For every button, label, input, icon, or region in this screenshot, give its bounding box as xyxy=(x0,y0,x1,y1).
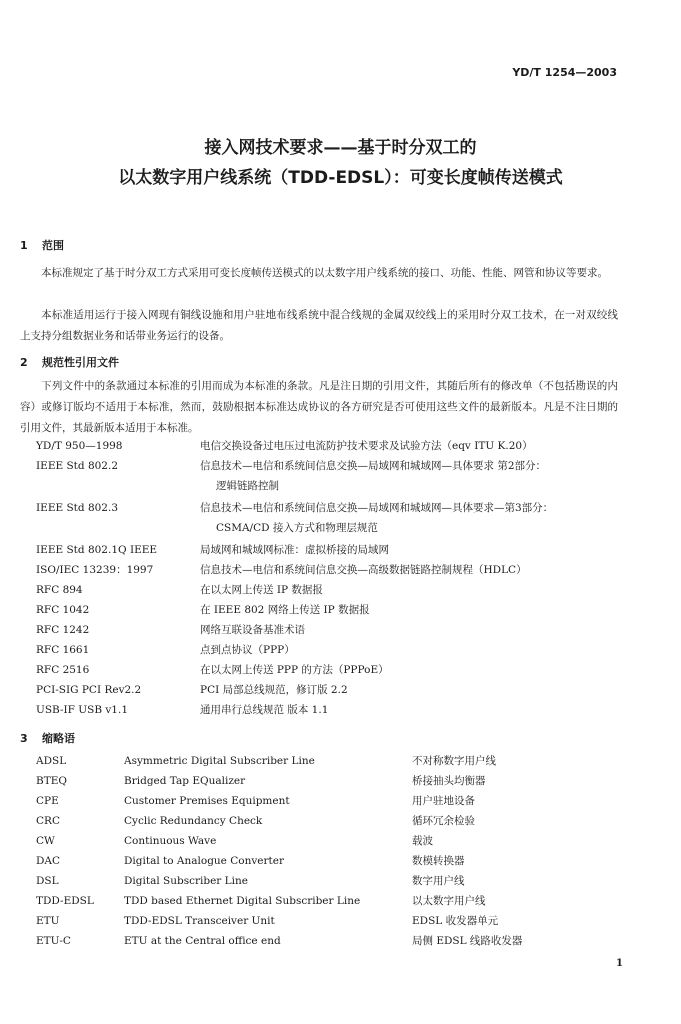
reference-code: PCI-SIG PCI Rev2.2 xyxy=(36,684,142,696)
abbreviation-chinese: 循环冗余检验 xyxy=(412,815,475,827)
reference-title: 在以太网上传送 IP 数据报 xyxy=(200,584,323,596)
abbreviation: CPE xyxy=(36,795,59,807)
reference-code: IEEE Std 802.2 xyxy=(36,460,119,472)
abbreviation-english: Cyclic Redundancy Check xyxy=(124,815,263,827)
reference-code: RFC 1042 xyxy=(36,604,90,616)
reference-title-continued: 逻辑链路控制 xyxy=(216,480,279,492)
reference-title: 网络互联设备基准术语 xyxy=(200,624,305,636)
reference-code: YD/T 950—1998 xyxy=(36,440,123,452)
abbreviation: ETU-C xyxy=(36,935,71,947)
reference-code: RFC 1242 xyxy=(36,624,90,636)
reference-title: 通用串行总线规范 版本 1.1 xyxy=(200,704,329,716)
section-title: 缩略语 xyxy=(42,732,75,745)
reference-title: 点到点协议（PPP） xyxy=(200,644,295,656)
reference-code: ISO/IEC 13239：1997 xyxy=(36,564,154,576)
reference-code: RFC 1661 xyxy=(36,644,90,656)
abbreviation-english: Asymmetric Digital Subscriber Line xyxy=(124,755,315,767)
abbreviation-english: TDD based Ethernet Digital Subscriber Line xyxy=(124,895,361,907)
paragraph-text: 本标准规定了基于时分双工方式采用可变长度帧传送模式的以太数字用户线系统的接口、功能、性能、网管和协议等要求。 xyxy=(41,267,608,279)
abbreviation: CW xyxy=(36,835,55,847)
abbreviation-chinese: 数模转换器 xyxy=(412,855,465,867)
reference-title: 信息技术—电信和系统间信息交换—局域网和城域网—具体要求—第3部分： xyxy=(200,502,554,514)
reference-code: RFC 2516 xyxy=(36,664,90,676)
abbreviation: DAC xyxy=(36,855,61,867)
abbreviation-chinese: 载波 xyxy=(412,835,433,847)
abbreviation-english: Digital to Analogue Converter xyxy=(124,855,284,867)
reference-title: 电信交换设备过电压过电流防护技术要求及试验方法（eqv ITU K.20） xyxy=(200,440,533,452)
abbreviation-english: ETU at the Central office end xyxy=(124,935,281,947)
document-title-line-2: 以太数字用户线系统（TDD-EDSL）：可变长度帧传送模式 xyxy=(118,168,563,188)
reference-title: 在 IEEE 802 网络上传送 IP 数据报 xyxy=(200,604,370,616)
section-3-heading xyxy=(20,730,75,746)
section-2-heading xyxy=(20,354,119,370)
page-number: 1 xyxy=(616,958,623,969)
reference-title: 信息技术—电信和系统间信息交换—高级数据链路控制规程（HDLC） xyxy=(200,564,527,576)
section-number: 1 xyxy=(20,239,28,252)
abbreviation-english: Bridged Tap EQualizer xyxy=(124,775,246,787)
reference-title: 局域网和城域网标准：虚拟桥接的局域网 xyxy=(200,544,389,556)
reference-title: 在以太网上传送 PPP 的方法（PPPoE） xyxy=(200,664,389,676)
abbreviation-english: Continuous Wave xyxy=(124,835,217,847)
document-code: YD/T 1254—2003 xyxy=(512,66,617,79)
paragraph-text: 本标准适用运行于接入网现有铜线设施和用户驻地布线系统中混合线规的金属双绞线上的采用时分双工技术，在一对双绞线上支持分组数据业务和话带业务运行的设备。 xyxy=(20,309,618,342)
document-title-line-1: 接入网技术要求——基于时分双工的 xyxy=(204,138,477,158)
paragraph-text: 下列文件中的条款通过本标准的引用而成为本标准的条款。凡是注日期的引用文件，其随后所有的修改单（不包括勘误的内容）或修订版均不适用于本标准，然而，鼓励根据本标准达成协议的各方研究是否可使用这些文件的最新版本。凡是不注日期的引用文件，其最新版本适用于本标准。 xyxy=(20,380,618,434)
abbreviation: ADSL xyxy=(36,755,67,767)
reference-title: 信息技术—电信和系统间信息交换—局域网和城域网—具体要求 第2部分： xyxy=(200,460,547,472)
abbreviation: TDD-EDSL xyxy=(36,895,94,907)
abbreviation: ETU xyxy=(36,915,60,927)
section-title: 规范性引用文件 xyxy=(42,356,119,369)
section-2-intro xyxy=(20,376,618,439)
abbreviation-english: Digital Subscriber Line xyxy=(124,875,248,887)
abbreviation-chinese: 局侧 EDSL 线路收发器 xyxy=(412,935,523,947)
section-number: 3 xyxy=(20,732,28,745)
section-title: 范围 xyxy=(42,239,64,252)
reference-code: IEEE Std 802.1Q IEEE xyxy=(36,544,158,556)
section-1-paragraph-2 xyxy=(20,305,618,347)
abbreviation: DSL xyxy=(36,875,59,887)
abbreviation: CRC xyxy=(36,815,60,827)
reference-title-continued: CSMA/CD 接入方式和物理层规范 xyxy=(216,522,378,534)
section-number: 2 xyxy=(20,356,28,369)
section-1-paragraph-1 xyxy=(20,263,618,284)
section-1-heading xyxy=(20,237,64,253)
abbreviation-chinese: 数字用户线 xyxy=(412,875,465,887)
abbreviation-chinese: EDSL 收发器单元 xyxy=(412,915,499,927)
reference-code: IEEE Std 802.3 xyxy=(36,502,119,514)
abbreviation-chinese: 不对称数字用户线 xyxy=(412,755,496,767)
reference-code: RFC 894 xyxy=(36,584,83,596)
abbreviation-chinese: 桥接抽头均衡器 xyxy=(412,775,486,787)
abbreviation-chinese: 用户驻地设备 xyxy=(412,795,475,807)
abbreviation-english: TDD-EDSL Transceiver Unit xyxy=(124,915,275,927)
reference-title: PCI 局部总线规范，修订版 2.2 xyxy=(200,684,348,696)
abbreviation: BTEQ xyxy=(36,775,67,787)
abbreviation-english: Customer Premises Equipment xyxy=(124,795,290,807)
abbreviation-chinese: 以太数字用户线 xyxy=(412,895,486,907)
reference-code: USB-IF USB v1.1 xyxy=(36,704,128,716)
